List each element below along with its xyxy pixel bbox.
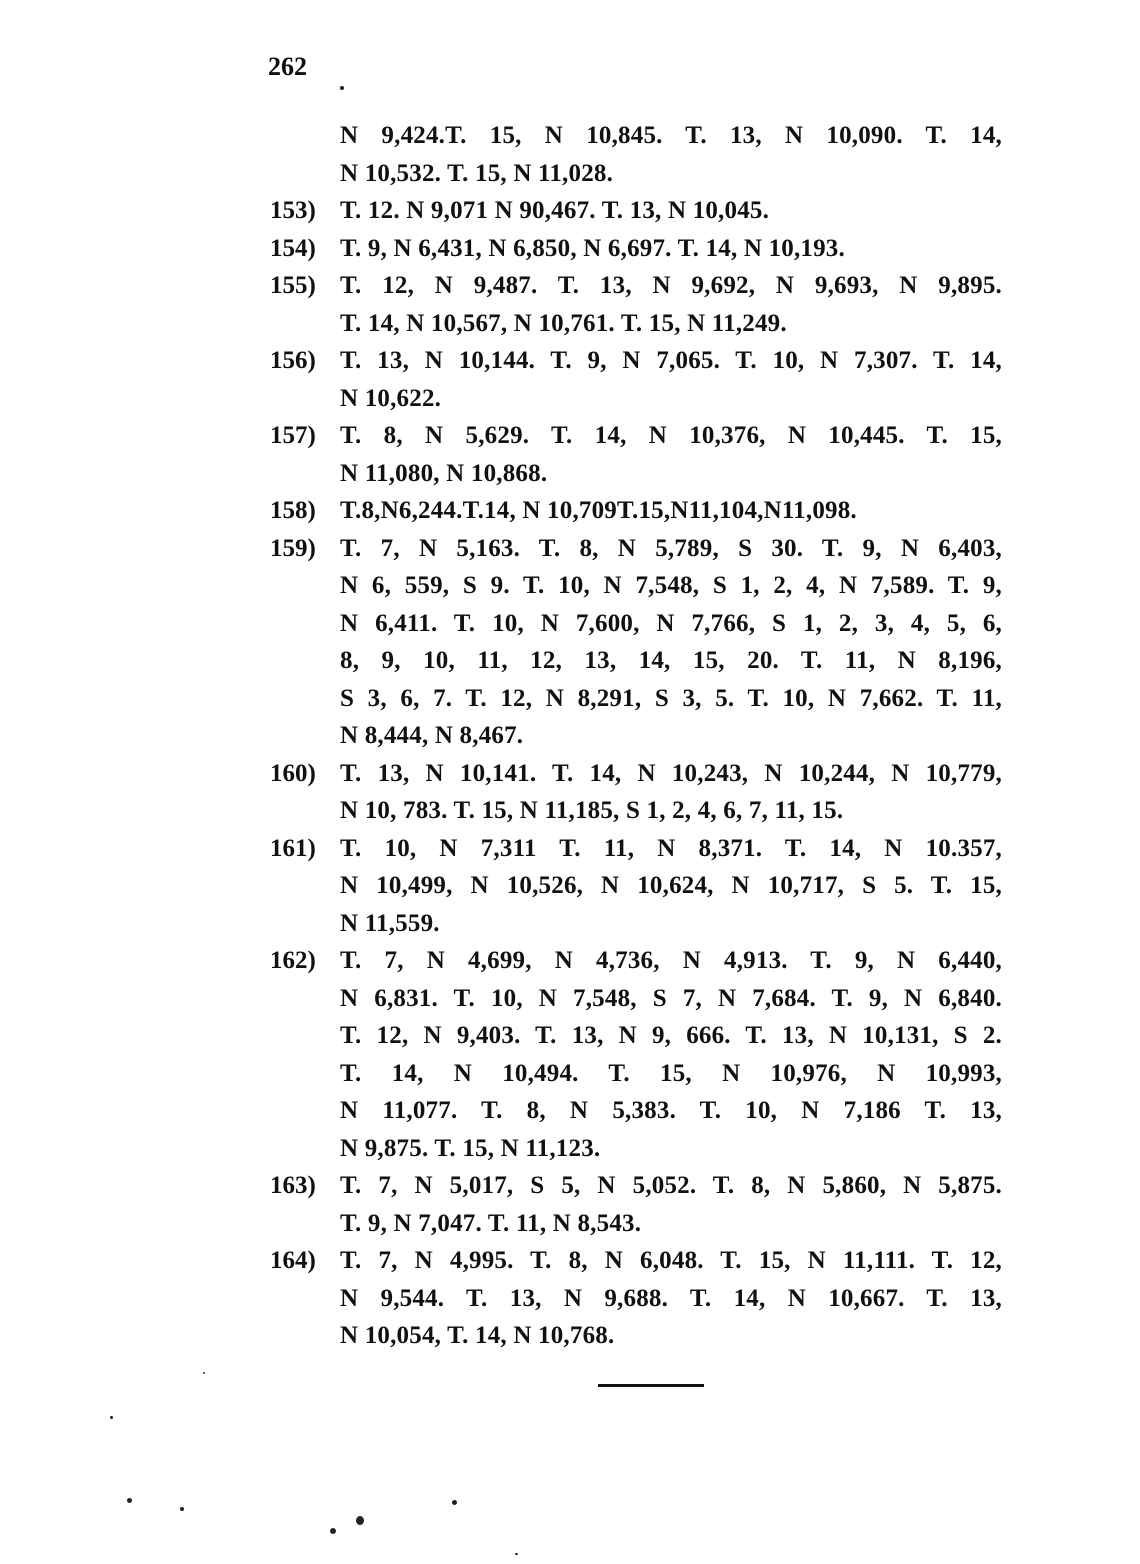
entry-line: S 3, 6, 7. T. 12, N 8,291, S 3, 5. T. 10, N 7,662. T. 11,	[340, 684, 1002, 712]
entry-line: N 11,559.	[340, 909, 440, 937]
index-entry	[0, 192, 1140, 230]
entry-line: N 6,411. T. 10, N 7,600, N 7,766, S 1, 2, 3, 4, 5, 6,	[340, 609, 1002, 637]
print-speck	[180, 1507, 184, 1511]
index-entry	[0, 942, 1140, 1167]
entry-line: 8, 9, 10, 11, 12, 13, 14, 15, 20. T. 11, N 8,196,	[340, 647, 1002, 674]
print-speck	[110, 1416, 113, 1419]
print-speck	[203, 1372, 205, 1374]
index-entry	[0, 342, 1140, 417]
print-speck	[452, 1500, 457, 1505]
entry-line: T. 12. N 9,071 N 90,467. T. 13, N 10,045.	[340, 197, 770, 224]
entry-line: N 10,054, T. 14, N 10,768.	[340, 1322, 615, 1349]
entry-line: T. 9, N 6,431, N 6,850, N 6,697. T. 14, N 10,193.	[340, 234, 845, 262]
entry-line: N 9,424.T. 15, N 10,845. T. 13, N 10,090. T. 14,	[340, 122, 1002, 149]
index-entry	[0, 267, 1140, 342]
entry-line: T.8,N6,244.T.14, N 10,709T.15,N11,104,N11,098.	[340, 497, 857, 524]
entry-line: N 10, 783. T. 15, N 11,185, S 1, 2, 4, 6, 7, 11, 15.	[340, 797, 844, 824]
entry-line: T. 14, N 10,494. T. 15, N 10,976, N 10,993,	[340, 1059, 1002, 1087]
entry-number: 163)	[270, 1172, 316, 1199]
entry-line: T. 12, N 9,403. T. 13, N 9, 666. T. 13, N 10,131, S 2.	[340, 1022, 1002, 1049]
entry-number: 159)	[270, 534, 316, 562]
index-entry	[0, 530, 1140, 755]
entry-number: 160)	[270, 759, 316, 787]
entry-number: 153)	[270, 197, 316, 224]
entry-number: 154)	[270, 234, 316, 262]
end-rule	[598, 1384, 704, 1387]
index-entry	[0, 230, 1140, 268]
entry-line: T. 7, N 4,699, N 4,736, N 4,913. T. 9, N 6,440,	[340, 947, 1002, 974]
entry-line: T. 7, N 5,017, S 5, N 5,052. T. 8, N 5,860, N 5,875.	[340, 1172, 1002, 1199]
entry-line: T. 13, N 10,144. T. 9, N 7,065. T. 10, N 7,307. T. 14,	[340, 347, 1002, 374]
index-entry	[0, 755, 1140, 830]
index-entry	[0, 417, 1140, 492]
entry-line: T. 7, N 4,995. T. 8, N 6,048. T. 15, N 11,111. T. 12,	[340, 1247, 1002, 1274]
entry-line: N 11,077. T. 8, N 5,383. T. 10, N 7,186 T. 13,	[340, 1097, 1002, 1124]
entry-number: 158)	[270, 497, 316, 524]
entry-number: 161)	[270, 834, 316, 862]
entry-line: N 11,080, N 10,868.	[340, 459, 548, 487]
index-entry	[0, 1167, 1140, 1242]
print-speck	[330, 1528, 336, 1534]
index-entry	[0, 492, 1140, 530]
entry-line: N 6,831. T. 10, N 7,548, S 7, N 7,684. T. 9, N 6,840.	[340, 984, 1002, 1012]
index-entry	[0, 1242, 1140, 1355]
page-number: 262	[268, 52, 307, 81]
entry-line: N 10,499, N 10,526, N 10,624, N 10,717, S 5. T. 15,	[340, 872, 1002, 899]
index-entry	[0, 117, 1140, 192]
entry-line: N 9,875. T. 15, N 11,123.	[340, 1134, 601, 1162]
entry-number: 155)	[270, 272, 316, 299]
entry-line: N 9,544. T. 13, N 9,688. T. 14, N 10,667. T. 13,	[340, 1284, 1002, 1312]
entry-line: T. 14, N 10,567, N 10,761. T. 15, N 11,249.	[340, 309, 787, 337]
entry-line: T. 7, N 5,163. T. 8, N 5,789, S 30. T. 9, N 6,403,	[340, 534, 1002, 562]
entry-line: N 10,622.	[340, 384, 442, 412]
entry-number: 162)	[270, 947, 316, 974]
entry-line: T. 12, N 9,487. T. 13, N 9,692, N 9,693, N 9,895.	[340, 272, 1002, 299]
entry-line: T. 8, N 5,629. T. 14, N 10,376, N 10,445. T. 15,	[340, 422, 1002, 449]
index-entry	[0, 830, 1140, 943]
print-speck	[340, 86, 344, 90]
print-speck	[356, 1516, 364, 1525]
print-speck	[127, 1498, 132, 1503]
entry-number: 164)	[270, 1247, 316, 1274]
entry-list	[0, 117, 1140, 1355]
entry-number: 157)	[270, 422, 316, 449]
entry-line: T. 9, N 7,047. T. 11, N 8,543.	[340, 1209, 642, 1237]
entry-line: N 10,532. T. 15, N 11,028.	[340, 159, 614, 187]
entry-line: T. 10, N 7,311 T. 11, N 8,371. T. 14, N 10.357,	[340, 834, 1002, 862]
entry-line: N 8,444, N 8,467.	[340, 722, 524, 749]
entry-number: 156)	[270, 347, 316, 374]
entry-line: T. 13, N 10,141. T. 14, N 10,243, N 10,244, N 10,779,	[340, 759, 1002, 787]
print-speck	[515, 1553, 518, 1555]
entry-line: N 6, 559, S 9. T. 10, N 7,548, S 1, 2, 4, N 7,589. T. 9,	[340, 572, 1002, 599]
